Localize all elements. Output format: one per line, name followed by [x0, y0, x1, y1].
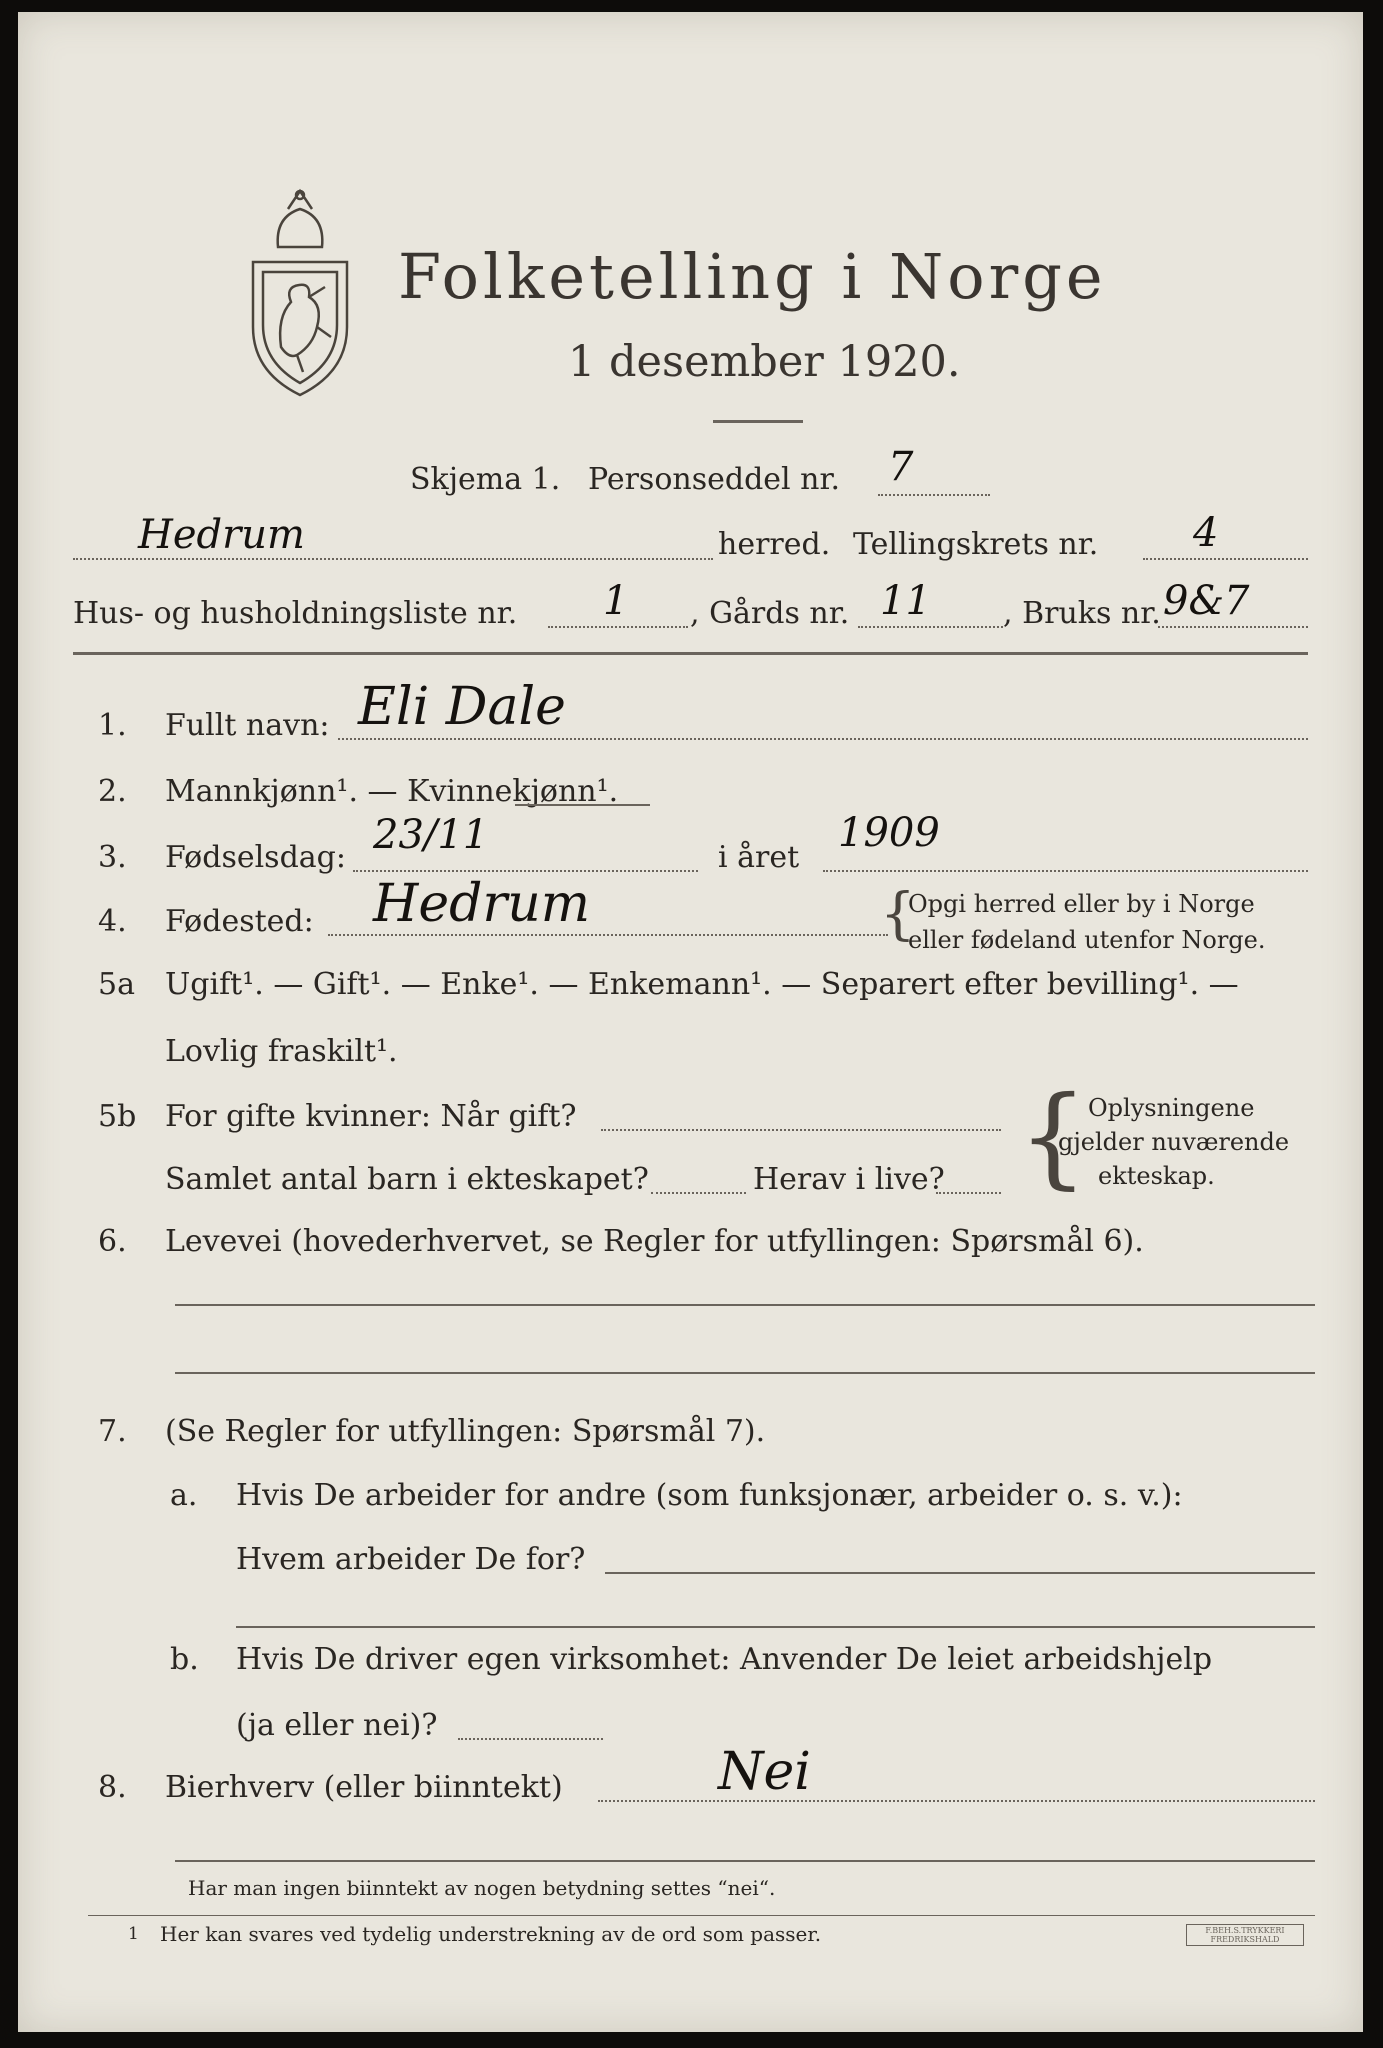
personseddel-label: Personseddel nr. [588, 462, 841, 497]
q4-line [328, 934, 888, 936]
husliste-value: 1 [603, 578, 629, 624]
q7a-letter: a. [170, 1478, 198, 1513]
personseddel-value: 7 [888, 444, 914, 490]
gards-label: , Gårds nr. [690, 596, 850, 631]
q5b-alive-line [936, 1192, 1001, 1194]
q5b-number: 5b [98, 1099, 137, 1134]
q5b-brace: { [1018, 1072, 1088, 1200]
bruks-label: , Bruks nr. [1003, 596, 1161, 631]
q7-label: (Se Regler for utfyllingen: Spørsmål 7). [165, 1414, 766, 1449]
q5b-note-line2: gjelder nuværende [1058, 1128, 1290, 1156]
footnote-text: Her kan svares ved tydelig understrekning av de ord som passer. [160, 1922, 822, 1946]
q5b-note-line1: Oplysningene [1088, 1094, 1255, 1122]
footnote-mark: 1 [128, 1924, 139, 1944]
q1-number: 1. [98, 708, 127, 743]
q6-answer-line2 [175, 1372, 1315, 1374]
q1-value: Eli Dale [358, 677, 566, 737]
norwegian-coat-of-arms-icon [233, 187, 368, 402]
q5a-line1: Ugift¹. — Gift¹. — Enke¹. — Enkemann¹. — Separert efter bevilling¹. — [165, 967, 1239, 1002]
q5b-line1: For gifte kvinner: Når gift? [165, 1099, 577, 1134]
q7b-line2: (ja eller nei)? [236, 1708, 438, 1743]
footnote-rule [88, 1915, 1315, 1916]
q8-value: Nei [718, 1742, 811, 1802]
q4-note-line2: eller fødeland utenfor Norge. [908, 926, 1266, 954]
q7a-answer-line2 [236, 1626, 1315, 1628]
herred-label: herred. [718, 527, 831, 562]
q3-number: 3. [98, 840, 127, 875]
q5b-note-line3: ekteskap. [1098, 1162, 1215, 1190]
q7a-line2: Hvem arbeider De for? [236, 1542, 586, 1577]
q4-number: 4. [98, 904, 127, 939]
husliste-line [548, 626, 688, 628]
q1-line [338, 738, 1308, 740]
q8-number: 8. [98, 1770, 127, 1805]
census-date: 1 desember 1920. [568, 337, 961, 387]
q6-number: 6. [98, 1224, 127, 1259]
footer-note: Har man ingen biinntekt av nogen betydning settes “nei“. [188, 1876, 776, 1900]
printer-stamp: F.BEH.S.TRYKKERI FREDRIKSHALD [1186, 1924, 1304, 1946]
title-divider [713, 420, 803, 423]
q4-brace: { [880, 882, 916, 947]
bruks-value: 9&7 [1163, 578, 1250, 624]
q2-label: Mannkjønn¹. — Kvinnekjønn¹. [165, 774, 619, 809]
q8-line [598, 1800, 1315, 1802]
q7b-answer-line [458, 1738, 603, 1740]
q3-year-value: 1909 [838, 810, 940, 856]
q7b-line1: Hvis De driver egen virksomhet: Anvender De leiet arbeidshjelp [236, 1642, 1213, 1677]
bruks-line [1158, 626, 1308, 628]
herred-line [73, 558, 713, 560]
q4-value: Hedrum [373, 874, 591, 934]
q7b-letter: b. [170, 1642, 199, 1677]
q5b-alive-label: Herav i live? [753, 1162, 945, 1197]
q3-year-label: i året [718, 840, 800, 875]
q5a-line2: Lovlig fraskilt¹. [165, 1034, 398, 1069]
q5b-when-line [601, 1129, 1001, 1131]
q2-kvinne-underline [515, 804, 650, 806]
herred-value: Hedrum [138, 512, 305, 558]
census-form-page [18, 12, 1363, 2032]
tellingskrets-label: Tellingskrets nr. [853, 527, 1099, 562]
q8-label: Bierhverv (eller biinntekt) [165, 1770, 563, 1805]
tellingskrets-value: 4 [1193, 510, 1219, 556]
q8-answer-line2 [175, 1860, 1315, 1862]
q3-line [353, 870, 698, 872]
q1-label: Fullt navn: [165, 708, 330, 743]
personseddel-line [878, 494, 990, 496]
q3-value: 23/11 [373, 812, 489, 858]
q6-label: Levevei (hovederhvervet, se Regler for utfyllingen: Spørsmål 6). [165, 1224, 1144, 1259]
q7a-answer-line1 [605, 1572, 1315, 1574]
q3-label: Fødselsdag: [165, 840, 346, 875]
q7-number: 7. [98, 1414, 127, 1449]
schema-label: Skjema 1. [410, 462, 561, 497]
q6-answer-line1 [175, 1304, 1315, 1306]
husliste-label: Hus- og husholdningsliste nr. [73, 596, 518, 631]
q5b-children-line [651, 1192, 746, 1194]
header-rule [73, 652, 1308, 655]
gards-line [858, 626, 1003, 628]
form-title: Folketelling i Norge [398, 240, 1107, 313]
q4-note-line1: Opgi herred eller by i Norge [908, 890, 1255, 918]
q4-label: Fødested: [165, 904, 314, 939]
q7a-line1: Hvis De arbeider for andre (som funksjonær, arbeider o. s. v.): [236, 1478, 1183, 1513]
gards-value: 11 [880, 578, 931, 624]
q2-number: 2. [98, 774, 127, 809]
q5a-number: 5a [98, 967, 135, 1002]
q5b-children-label: Samlet antal barn i ekteskapet? [165, 1162, 649, 1197]
tellingskrets-line [1143, 558, 1308, 560]
q3-year-line [823, 870, 1308, 872]
